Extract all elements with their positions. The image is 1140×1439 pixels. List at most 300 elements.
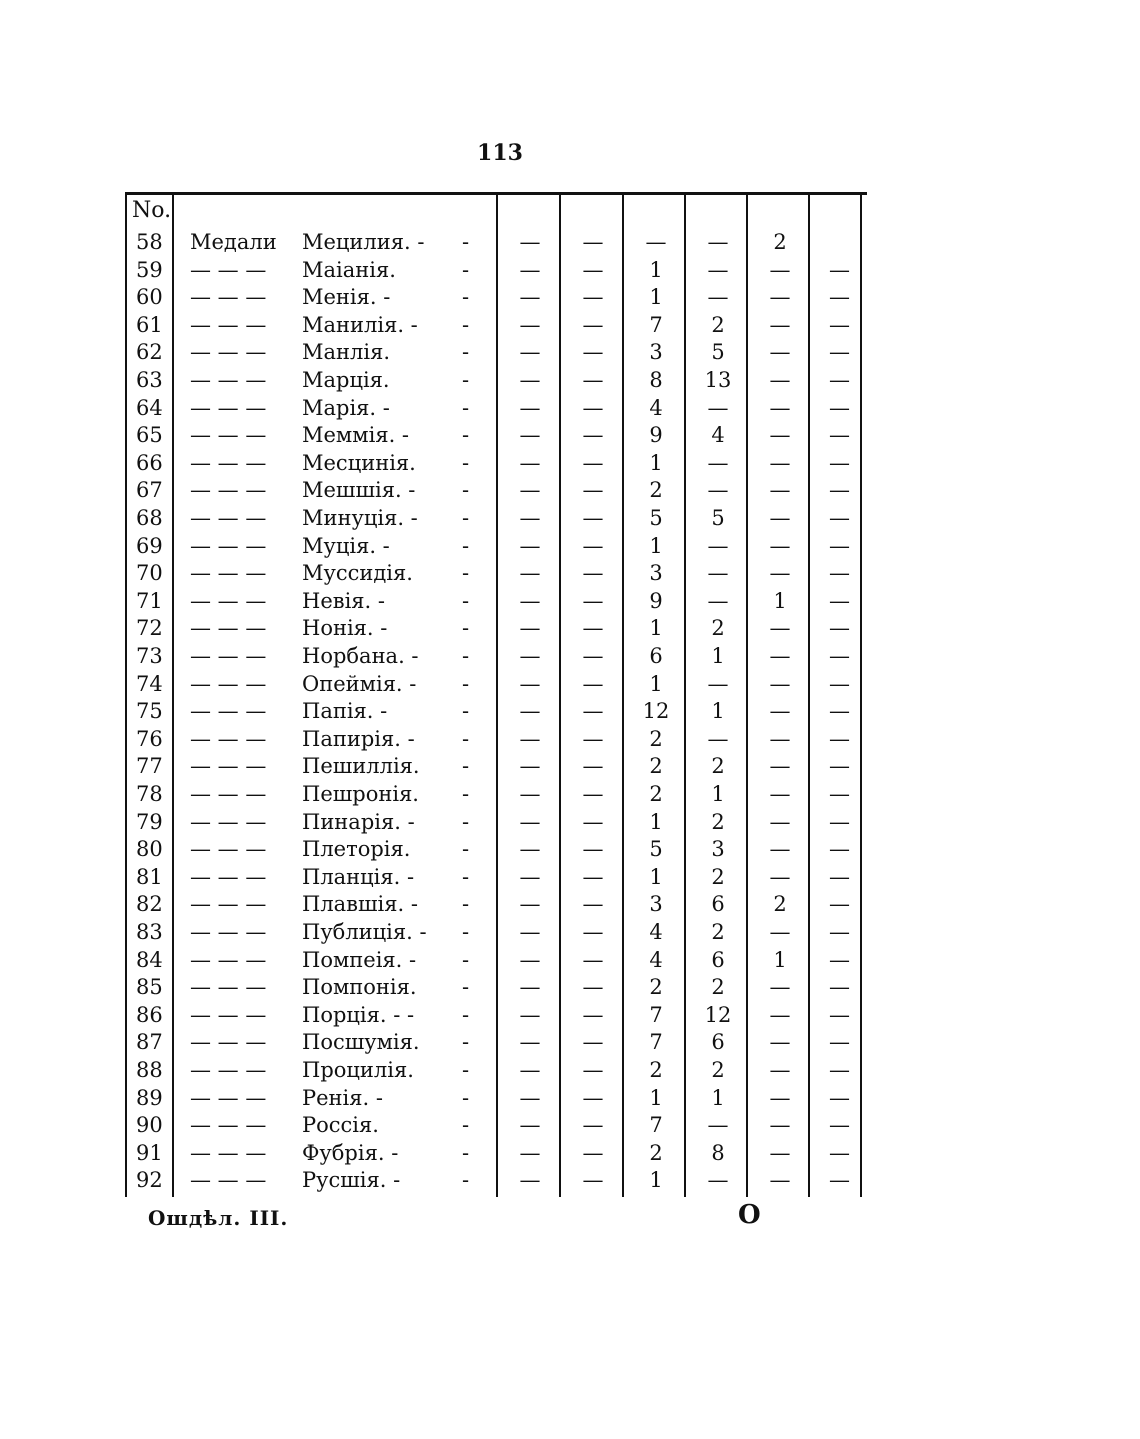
cell-c2: — <box>582 1140 604 1165</box>
cell-medal: — — — <box>190 1140 267 1165</box>
cell-c1: — <box>519 782 541 806</box>
cell-c2: — <box>582 450 604 475</box>
cell-medal: — — — <box>190 975 267 1000</box>
cell-medal: — — — <box>190 533 267 558</box>
cell-c5: — <box>769 1113 791 1138</box>
cell-c4: — <box>707 395 729 420</box>
cell-name: Помпеія. - <box>302 947 417 972</box>
cell-c5: — <box>769 450 791 475</box>
cell-name: Русшія. - <box>302 1168 401 1193</box>
cell-medal: — — — <box>190 1030 267 1055</box>
table-row <box>0 780 1140 808</box>
cell-c3: 4 <box>649 920 663 944</box>
cell-c1: — <box>519 395 541 420</box>
cell-name: Маіанія. <box>302 257 396 282</box>
cell-dash: - <box>462 561 470 586</box>
cell-c3: 3 <box>649 561 663 586</box>
cell-medal: — — — <box>190 920 267 944</box>
cell-c5: — <box>769 340 791 365</box>
cell-c6: — <box>829 809 850 834</box>
cell-medal: — — — <box>190 864 267 889</box>
cell-c2: — <box>582 533 604 558</box>
cell-c6: — <box>829 864 850 889</box>
no-column-header: No. <box>132 198 172 223</box>
cell-c2: — <box>582 947 604 972</box>
cell-name: Порція. - - <box>302 1002 415 1027</box>
cell-medal: — — — <box>190 561 267 586</box>
cell-name: Месцинія. <box>302 450 416 475</box>
cell-dash: - <box>462 644 470 668</box>
cell-name: Плеторія. <box>302 837 411 862</box>
cell-c3: 9 <box>649 588 663 613</box>
cell-dash: - <box>462 726 470 751</box>
cell-c4: — <box>707 478 729 503</box>
cell-name: Помпонія. <box>302 975 417 1000</box>
cell-c1: — <box>519 340 541 365</box>
cell-c4: 13 <box>704 368 732 392</box>
cell-num: 62 <box>136 340 163 365</box>
cell-c2: — <box>582 506 604 530</box>
cell-num: 72 <box>136 616 163 641</box>
cell-name: Меммія. - <box>302 423 410 448</box>
cell-name: Манлія. <box>302 340 390 365</box>
cell-c6: — <box>829 1168 850 1193</box>
section-label: Ошдѣл. III. <box>148 1206 289 1230</box>
cell-c3: 7 <box>649 1030 663 1055</box>
cell-c6: — <box>829 1113 850 1138</box>
table-row <box>0 1084 1140 1112</box>
table-row <box>0 1139 1140 1167</box>
cell-c4: 2 <box>711 754 725 779</box>
cell-name: Манилія. - <box>302 312 418 337</box>
cell-c3: 5 <box>649 837 663 862</box>
cell-num: 58 <box>136 230 163 254</box>
cell-c4: 12 <box>704 1002 732 1027</box>
cell-c6: — <box>829 1085 850 1110</box>
cell-c6: — <box>829 837 850 862</box>
cell-c5: — <box>769 395 791 420</box>
cell-num: 75 <box>136 699 163 724</box>
cell-medal: — — — <box>190 312 267 337</box>
cell-num: 84 <box>136 947 163 972</box>
cell-name: Процилія. <box>302 1058 414 1082</box>
table-row <box>0 614 1140 642</box>
cell-c6: — <box>829 699 850 724</box>
cell-c6: — <box>829 754 850 779</box>
cell-dash: - <box>462 1002 470 1027</box>
cell-name: Невія. - <box>302 588 385 613</box>
cell-c2: — <box>582 368 604 392</box>
cell-dash: - <box>462 588 470 613</box>
cell-c6: — <box>829 588 850 613</box>
table-row <box>0 835 1140 863</box>
cell-c5: — <box>769 837 791 862</box>
cell-c6: — <box>829 450 850 475</box>
table-row <box>0 394 1140 422</box>
cell-c2: — <box>582 699 604 724</box>
cell-c2: — <box>582 1085 604 1110</box>
cell-name: Пинарія. - <box>302 809 415 834</box>
table-row <box>0 476 1140 504</box>
cell-c4: 6 <box>711 1030 725 1055</box>
cell-num: 77 <box>136 754 163 779</box>
cell-c2: — <box>582 975 604 1000</box>
cell-c5: — <box>769 920 791 944</box>
cell-medal: — — — <box>190 726 267 751</box>
cell-medal: — — — <box>190 588 267 613</box>
cell-c3: 1 <box>649 450 663 475</box>
cell-c5: — <box>769 533 791 558</box>
cell-c3: 1 <box>649 257 663 282</box>
cell-medal: — — — <box>190 892 267 917</box>
cell-c6: — <box>829 1030 850 1055</box>
cell-c3: 1 <box>649 671 663 696</box>
cell-name: Менія. - <box>302 285 391 310</box>
cell-dash: - <box>462 395 470 420</box>
cell-num: 83 <box>136 920 163 944</box>
table-row <box>0 421 1140 449</box>
cell-name: Минуція. - <box>302 506 418 530</box>
cell-c1: — <box>519 671 541 696</box>
cell-num: 60 <box>136 285 163 310</box>
cell-c1: — <box>519 478 541 503</box>
cell-num: 70 <box>136 561 163 586</box>
table-row <box>0 256 1140 284</box>
cell-c1: — <box>519 1113 541 1138</box>
table-row <box>0 670 1140 698</box>
cell-c2: — <box>582 726 604 751</box>
signature-mark: O <box>738 1200 761 1230</box>
cell-dash: - <box>462 1058 470 1082</box>
cell-c5: — <box>769 809 791 834</box>
cell-name: Россія. <box>302 1113 379 1138</box>
cell-c2: — <box>582 616 604 641</box>
cell-c5: 1 <box>773 588 787 613</box>
cell-c5: — <box>769 644 791 668</box>
cell-dash: - <box>462 616 470 641</box>
cell-c1: — <box>519 312 541 337</box>
cell-c3: 2 <box>649 782 663 806</box>
table-row <box>0 1111 1140 1139</box>
cell-c3: 9 <box>649 423 663 448</box>
table-row <box>0 863 1140 891</box>
cell-c5: — <box>769 864 791 889</box>
cell-c2: — <box>582 230 604 254</box>
cell-medal: — — — <box>190 285 267 310</box>
cell-medal: Медали <box>190 230 277 254</box>
cell-c1: — <box>519 644 541 668</box>
cell-medal: — — — <box>190 754 267 779</box>
cell-c1: — <box>519 1168 541 1193</box>
cell-c6: — <box>829 561 850 586</box>
cell-c3: 2 <box>649 478 663 503</box>
cell-c5: 1 <box>773 947 787 972</box>
cell-dash: - <box>462 450 470 475</box>
cell-c6: — <box>829 340 850 365</box>
cell-c3: 2 <box>649 975 663 1000</box>
cell-c4: — <box>707 561 729 586</box>
cell-c4: — <box>707 257 729 282</box>
cell-c4: 1 <box>711 782 725 806</box>
cell-medal: — — — <box>190 1002 267 1027</box>
cell-c1: — <box>519 754 541 779</box>
cell-dash: - <box>462 920 470 944</box>
cell-c4: — <box>707 285 729 310</box>
cell-c2: — <box>582 257 604 282</box>
cell-dash: - <box>462 837 470 862</box>
table-row <box>0 283 1140 311</box>
cell-c1: — <box>519 726 541 751</box>
cell-num: 92 <box>136 1168 163 1193</box>
cell-c4: 1 <box>711 699 725 724</box>
cell-c1: — <box>519 1085 541 1110</box>
cell-c4: — <box>707 671 729 696</box>
cell-c5: — <box>769 1140 791 1165</box>
cell-c3: 1 <box>649 285 663 310</box>
cell-c1: — <box>519 533 541 558</box>
table-row <box>0 1166 1140 1194</box>
cell-c1: — <box>519 423 541 448</box>
cell-medal: — — — <box>190 837 267 862</box>
cell-c1: — <box>519 506 541 530</box>
cell-c4: 5 <box>711 506 725 530</box>
cell-medal: — — — <box>190 450 267 475</box>
cell-c5: 2 <box>773 892 787 917</box>
cell-c3: 4 <box>649 395 663 420</box>
cell-dash: - <box>462 864 470 889</box>
cell-c1: — <box>519 1030 541 1055</box>
cell-c1: — <box>519 809 541 834</box>
cell-c6: — <box>829 506 850 530</box>
cell-c6: — <box>829 395 850 420</box>
cell-c3: 1 <box>649 809 663 834</box>
cell-c5: — <box>769 1058 791 1082</box>
cell-c1: — <box>519 892 541 917</box>
cell-c6: — <box>829 1002 850 1027</box>
cell-c6: — <box>829 644 850 668</box>
table-row <box>0 1001 1140 1029</box>
cell-c6: — <box>829 478 850 503</box>
cell-medal: — — — <box>190 782 267 806</box>
cell-c2: — <box>582 754 604 779</box>
cell-c5: — <box>769 1085 791 1110</box>
cell-num: 91 <box>136 1140 163 1165</box>
cell-medal: — — — <box>190 809 267 834</box>
cell-dash: - <box>462 368 470 392</box>
cell-c3: 3 <box>649 892 663 917</box>
cell-c6: — <box>829 975 850 1000</box>
table-row <box>0 504 1140 532</box>
cell-dash: - <box>462 975 470 1000</box>
cell-dash: - <box>462 257 470 282</box>
cell-name: Планція. - <box>302 864 415 889</box>
cell-c4: — <box>707 1168 729 1193</box>
cell-c5: — <box>769 561 791 586</box>
cell-c1: — <box>519 285 541 310</box>
cell-num: 90 <box>136 1113 163 1138</box>
cell-c4: 6 <box>711 947 725 972</box>
cell-dash: - <box>462 754 470 779</box>
cell-c3: 7 <box>649 1113 663 1138</box>
cell-c5: — <box>769 1030 791 1055</box>
cell-c4: 2 <box>711 975 725 1000</box>
cell-dash: - <box>462 1113 470 1138</box>
cell-c2: — <box>582 671 604 696</box>
cell-dash: - <box>462 699 470 724</box>
cell-name: Мешшія. - <box>302 478 416 503</box>
cell-c3: 3 <box>649 340 663 365</box>
cell-name: Папирія. - <box>302 726 415 751</box>
table-row <box>0 1056 1140 1084</box>
cell-medal: — — — <box>190 340 267 365</box>
cell-c5: — <box>769 1168 791 1193</box>
cell-num: 86 <box>136 1002 163 1027</box>
table-row <box>0 559 1140 587</box>
cell-c2: — <box>582 809 604 834</box>
cell-num: 65 <box>136 423 163 448</box>
cell-c4: 6 <box>711 892 725 917</box>
cell-c3: 4 <box>649 947 663 972</box>
cell-c4: 2 <box>711 864 725 889</box>
cell-c1: — <box>519 257 541 282</box>
cell-name: Плавшія. - <box>302 892 418 917</box>
cell-c5: — <box>769 754 791 779</box>
cell-medal: — — — <box>190 1168 267 1193</box>
cell-c1: — <box>519 699 541 724</box>
cell-c4: 1 <box>711 644 725 668</box>
cell-c2: — <box>582 864 604 889</box>
cell-name: Папія. - <box>302 699 388 724</box>
cell-c1: — <box>519 864 541 889</box>
cell-medal: — — — <box>190 1058 267 1082</box>
cell-dash: - <box>462 478 470 503</box>
cell-c4: — <box>707 450 729 475</box>
cell-name: Мецилия. - <box>302 230 425 254</box>
cell-dash: - <box>462 285 470 310</box>
cell-num: 74 <box>136 671 163 696</box>
cell-c4: 1 <box>711 1085 725 1110</box>
cell-c1: — <box>519 947 541 972</box>
cell-c5: — <box>769 312 791 337</box>
cell-dash: - <box>462 1085 470 1110</box>
cell-c2: — <box>582 920 604 944</box>
cell-num: 89 <box>136 1085 163 1110</box>
table-row <box>0 587 1140 615</box>
cell-medal: — — — <box>190 478 267 503</box>
cell-c4: 3 <box>711 837 725 862</box>
cell-c3: 8 <box>649 368 663 392</box>
cell-medal: — — — <box>190 368 267 392</box>
cell-c3: 1 <box>649 616 663 641</box>
cell-c6: — <box>829 285 850 310</box>
cell-c4: 2 <box>711 1058 725 1082</box>
cell-c5: — <box>769 699 791 724</box>
cell-c1: — <box>519 1058 541 1082</box>
table-row <box>0 338 1140 366</box>
cell-num: 66 <box>136 450 163 475</box>
cell-num: 76 <box>136 726 163 751</box>
table-row <box>0 808 1140 836</box>
cell-dash: - <box>462 782 470 806</box>
cell-c6: — <box>829 616 850 641</box>
cell-name: Публиція. - <box>302 920 427 944</box>
cell-c2: — <box>582 478 604 503</box>
cell-c5: — <box>769 478 791 503</box>
cell-medal: — — — <box>190 1113 267 1138</box>
cell-num: 67 <box>136 478 163 503</box>
cell-dash: - <box>462 506 470 530</box>
cell-c4: — <box>707 726 729 751</box>
cell-num: 88 <box>136 1058 163 1082</box>
cell-c1: — <box>519 1140 541 1165</box>
cell-name: Муція. - <box>302 533 390 558</box>
cell-name: Норбана. - <box>302 644 419 668</box>
table-row <box>0 311 1140 339</box>
table-row <box>0 642 1140 670</box>
cell-num: 64 <box>136 395 163 420</box>
cell-c4: — <box>707 1113 729 1138</box>
cell-num: 79 <box>136 809 163 834</box>
cell-num: 61 <box>136 312 163 337</box>
cell-c5: 2 <box>773 230 787 254</box>
cell-dash: - <box>462 340 470 365</box>
cell-num: 73 <box>136 644 163 668</box>
cell-c1: — <box>519 561 541 586</box>
table-row <box>0 752 1140 780</box>
cell-dash: - <box>462 312 470 337</box>
cell-num: 78 <box>136 782 163 806</box>
cell-c3: 1 <box>649 864 663 889</box>
cell-c6: — <box>829 782 850 806</box>
cell-c2: — <box>582 837 604 862</box>
cell-c6: — <box>829 920 850 944</box>
cell-c2: — <box>582 285 604 310</box>
table-row <box>0 890 1140 918</box>
cell-c6: — <box>829 1058 850 1082</box>
cell-c3: 6 <box>649 644 663 668</box>
cell-c6: — <box>829 1140 850 1165</box>
cell-c5: — <box>769 368 791 392</box>
cell-c4: 8 <box>711 1140 725 1165</box>
cell-c6: — <box>829 368 850 392</box>
cell-c5: — <box>769 1002 791 1027</box>
cell-c4: — <box>707 588 729 613</box>
cell-medal: — — — <box>190 423 267 448</box>
cell-c4: 2 <box>711 809 725 834</box>
cell-c4: — <box>707 230 729 254</box>
cell-c2: — <box>582 561 604 586</box>
cell-c4: 4 <box>711 423 725 448</box>
cell-dash: - <box>462 809 470 834</box>
cell-num: 81 <box>136 864 163 889</box>
cell-c5: — <box>769 423 791 448</box>
cell-medal: — — — <box>190 699 267 724</box>
cell-name: Марія. - <box>302 395 390 420</box>
cell-c1: — <box>519 616 541 641</box>
table-row <box>0 973 1140 1001</box>
cell-num: 71 <box>136 588 163 613</box>
cell-c6: — <box>829 257 850 282</box>
cell-medal: — — — <box>190 644 267 668</box>
cell-c2: — <box>582 340 604 365</box>
cell-dash: - <box>462 533 470 558</box>
cell-c2: — <box>582 1168 604 1193</box>
table-row <box>0 228 1140 256</box>
cell-name: Нонія. - <box>302 616 388 641</box>
cell-dash: - <box>462 1030 470 1055</box>
cell-c1: — <box>519 837 541 862</box>
cell-c2: — <box>582 782 604 806</box>
